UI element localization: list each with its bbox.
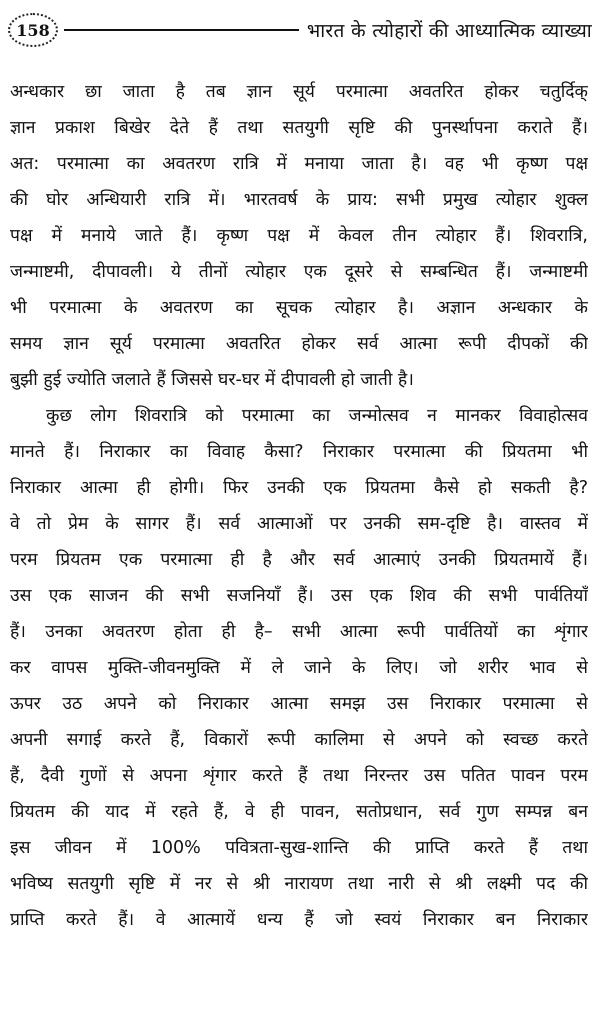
text-line: कर वापस मुक्ति-जीवनमुक्ति में ले जाने के लिए। जो शरीर भाव से xyxy=(10,658,588,678)
text-line: समय ज्ञान सूर्य परमात्मा अवतरित होकर सर्व आत्मा रूपी दीपकों की xyxy=(10,334,588,354)
page-header xyxy=(8,10,592,50)
text-line: हैं, दैवी गुणों से अपना शृंगार करते हैं तथा निरन्तर उस पतित पावन परम xyxy=(10,766,588,786)
text-line: इस जीवन में 100% पवित्रता-सुख-शान्ति की प्राप्ति करते हैं तथा xyxy=(10,838,588,858)
text-line: अपनी सगाई करते हैं, विकारों रूपी कालिमा से अपने को स्वच्छ करते xyxy=(10,730,588,750)
text-line: भी परमात्मा के अवतरण का सूचक त्योहार है। अज्ञान अन्धकार के xyxy=(10,298,588,318)
text-line: अत: परमात्मा का अवतरण रात्रि में मनाया जाता है। वह भी कृष्ण पक्ष xyxy=(10,154,588,174)
text-line: प्रियतम की याद में रहते हैं, वे ही पावन, सतोप्रधान, सर्व गुण सम्पन्न बन xyxy=(10,802,588,822)
text-line: ऊपर उठ अपने को निराकार आत्मा समझ उस निराकार परमात्मा से xyxy=(10,694,588,714)
body-text xyxy=(10,74,588,938)
paragraph-start-line: कुछ लोग शिवरात्रि को परमात्मा का जन्मोत्सव न मानकर विवाहोत्सव xyxy=(46,406,588,426)
text-line: अन्धकार छा जाता है तब ज्ञान सूर्य परमात्मा अवतरित होकर चतुर्दिक् xyxy=(10,82,588,102)
text-line: मानते हैं। निराकार का विवाह कैसा? निराकार परमात्मा की प्रियतमा भी xyxy=(10,442,588,462)
text-line: भविष्य सतयुगी सृष्टि में नर से श्री नारायण तथा नारी से श्री लक्ष्मी पद की xyxy=(10,874,588,894)
text-line: निराकार आत्मा ही होगी। फिर उनकी एक प्रियतमा कैसे हो सकती है? xyxy=(10,478,588,498)
running-title: भारत के त्योहारों की आध्यात्मिक व्याख्या xyxy=(306,20,592,42)
text-line: जन्माष्टमी, दीपावली। ये तीनों त्योहार एक दूसरे से सम्बन्धित हैं। जन्माष्टमी xyxy=(10,262,588,282)
text-line: हैं। उनका अवतरण होता ही है– सभी आत्मा रूपी पार्वतियों का शृंगार xyxy=(10,622,588,642)
text-line: की घोर अन्धियारी रात्रि में। भारतवर्ष के प्राय: सभी प्रमुख त्योहार शुक्ल xyxy=(10,190,588,210)
header-rule xyxy=(64,29,299,31)
text-line: पक्ष में मनाये जाते हैं। कृष्ण पक्ष में केवल तीन त्योहार हैं। शिवरात्रि, xyxy=(10,226,588,246)
text-line: प्राप्ति करते हैं। वे आत्मायें धन्य हैं जो स्वयं निराकार बन निराकार xyxy=(10,910,588,930)
text-line: परम प्रियतम एक परमात्मा ही है और सर्व आत्माएं उनकी प्रियतमायें हैं। xyxy=(10,550,588,570)
page-number: 158 xyxy=(8,13,58,47)
text-line: ज्ञान प्रकाश बिखेर देते हैं तथा सतयुगी सृष्टि की पुनर्स्थापना कराते हैं। xyxy=(10,118,588,138)
text-line: उस एक साजन की सभी सजनियाँ हैं। उस एक शिव की सभी पार्वतियाँ xyxy=(10,586,588,606)
text-line: वे तो प्रेम के सागर हैं। सर्व आत्माओं पर उनकी सम-दृष्टि है। वास्तव में xyxy=(10,514,588,534)
paragraph-end-line: बुझी हुई ज्योति जलाते हैं जिससे घर-घर में दीपावली हो जाती है। xyxy=(10,370,414,390)
